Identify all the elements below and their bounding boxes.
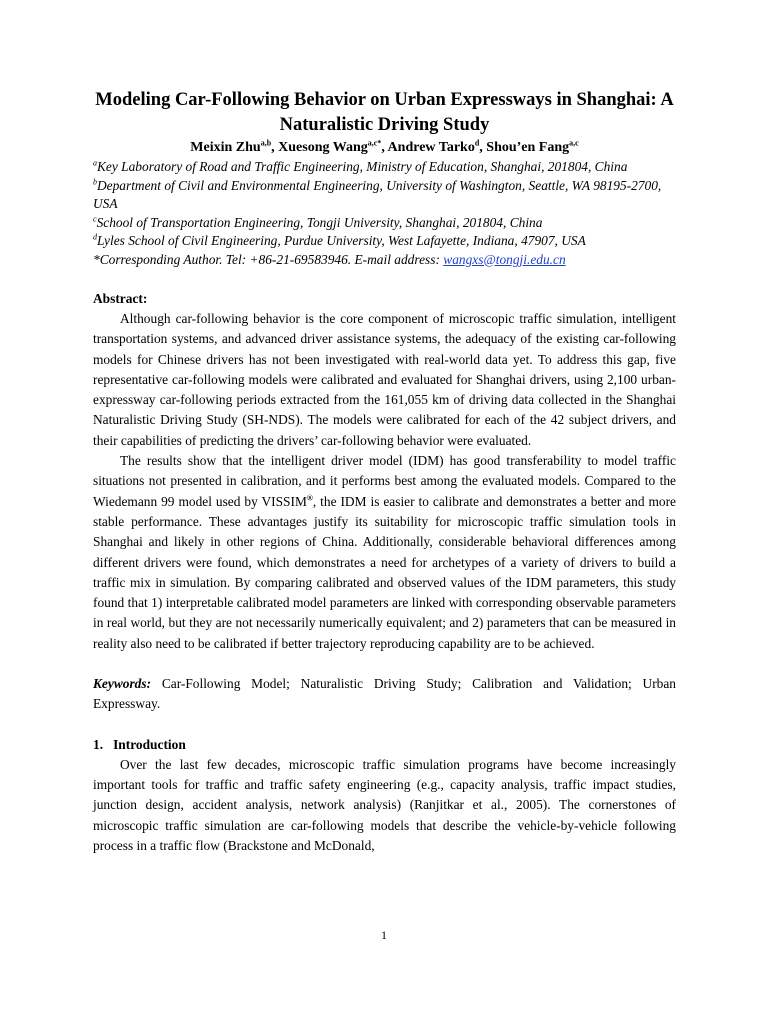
affiliation — [93, 214, 676, 233]
affiliation-text: Department of Civil and Environmental Engineering, University of Washington, Seattle, WA 98195-2700, USA — [93, 177, 662, 211]
abstract-paragraph: Although car-following behavior is the core component of microscopic traffic simulation, intelligent transportation systems, and advanced driver assistance systems, the adequacy of the existing car-following models for Chinese drivers has not been investigated with real-world data yet. To address this gap, five representative car-following models were calibrated and evaluated for Shanghai drivers, using 2,100 urban-expressway car-following periods extracted from the 161,055 km of driving data collected in the Shanghai Naturalistic Driving Study (SH-NDS). The models were calibrated for each of the 42 subject drivers, and their capabilities of predicting the drivers’ car-following behavior were evaluated. — [93, 311, 676, 448]
author-separator: , — [381, 140, 388, 155]
affiliation-text: School of Transportation Engineering, Tongji University, Shanghai, 201804, China — [96, 214, 543, 230]
keywords-text: Car-Following Model; Naturalistic Driving Study; Calibration and Validation; Urban Expressway. — [93, 676, 676, 712]
affiliation-mark: c — [93, 214, 97, 224]
introduction-heading: 1. Introduction — [93, 736, 186, 752]
abstract-text: , the IDM is easier to calibrate and demonstrates a better and more stable performance. These advantages justify its suitability for microscopic traffic simulation tools in Shanghai and likely in other regions of China. Additionally, considerable behavioral differences among different drivers were found, which demonstrates a need for archetypes of a variety of drivers to build a traffic mix in simulation. By comparing calibrated and observed values of the IDM parameters, this study found that 1) interpretable calibrated model parameters are linked with corresponding observable parameters in real world, but they are not necessarily numerically equivalent; and 2) parameters that can be measured in reality also need to be calibrated if better trajectory reproducing capability are to be achieved. — [93, 493, 676, 651]
keywords-label: Keywords: — [93, 676, 152, 692]
affiliation-text: Lyles School of Civil Engineering, Purdue University, West Lafayette, Indiana, 47907, USA — [97, 233, 586, 248]
affiliation-mark: a — [93, 158, 97, 168]
author — [278, 140, 387, 155]
affiliation-text: Key Laboratory of Road and Traffic Engineering, Ministry of Education, Shanghai, 201804, China — [97, 159, 628, 174]
abstract-heading: Abstract: — [93, 291, 148, 306]
author-affiliation-mark: d — [474, 138, 480, 148]
registered-mark: ® — [306, 493, 313, 503]
author-name: Meixin Zhu — [190, 140, 261, 155]
author — [486, 140, 578, 155]
page-number: 1 — [381, 928, 387, 942]
affiliation — [93, 232, 676, 251]
author-affiliation-mark: a,c* — [367, 138, 382, 148]
author-affiliation-mark: a,b — [260, 138, 272, 148]
author-name: Xuesong Wang — [278, 140, 368, 155]
author-name: Andrew Tarko — [387, 140, 475, 155]
author — [190, 140, 278, 155]
paper-page — [93, 88, 676, 856]
abstract-paragraph — [93, 451, 676, 654]
author-separator: , — [271, 140, 279, 155]
keywords — [93, 674, 676, 715]
introduction-paragraph: Over the last few decades, microscopic traffic simulation programs have become increasingly important tools for traffic and traffic safety engineering (e.g., capacity analysis, traffic impact studies, junction design, accident analysis, network analysis) (Ranjitkar et al., 2005). The cornerstones of microscopic traffic simulation are car-following models that describe the vehicle-by-vehicle following process in a traffic flow (Brackstone and McDonald, — [93, 756, 676, 853]
author-affiliation-mark: a,c — [569, 138, 579, 148]
affiliation-mark: d — [93, 232, 97, 242]
affiliation — [93, 177, 676, 214]
paper-title: Modeling Car-Following Behavior on Urban Expressways in Shanghai: A Naturalistic Driving Study — [95, 90, 674, 135]
author-list — [93, 138, 676, 158]
affiliation — [93, 158, 676, 177]
abstract-text: The results show that the intelligent driver model (IDM) has good transferability to model traffic situations not presented in calibration, and it performs best among the evaluated models. Compared to the Wiedemann 99 model used by VISSIM — [93, 453, 676, 509]
corresponding-author — [93, 251, 676, 270]
email-link[interactable]: wangxs@tongji.edu.cn — [443, 251, 566, 267]
author — [388, 140, 487, 155]
affiliation-mark: b — [93, 177, 97, 187]
author-separator: , — [479, 140, 487, 155]
author-name: Shou’en Fang — [486, 140, 570, 155]
corresponding-author-text: *Corresponding Author. Tel: +86-21-69583946. E-mail address: — [93, 251, 444, 267]
